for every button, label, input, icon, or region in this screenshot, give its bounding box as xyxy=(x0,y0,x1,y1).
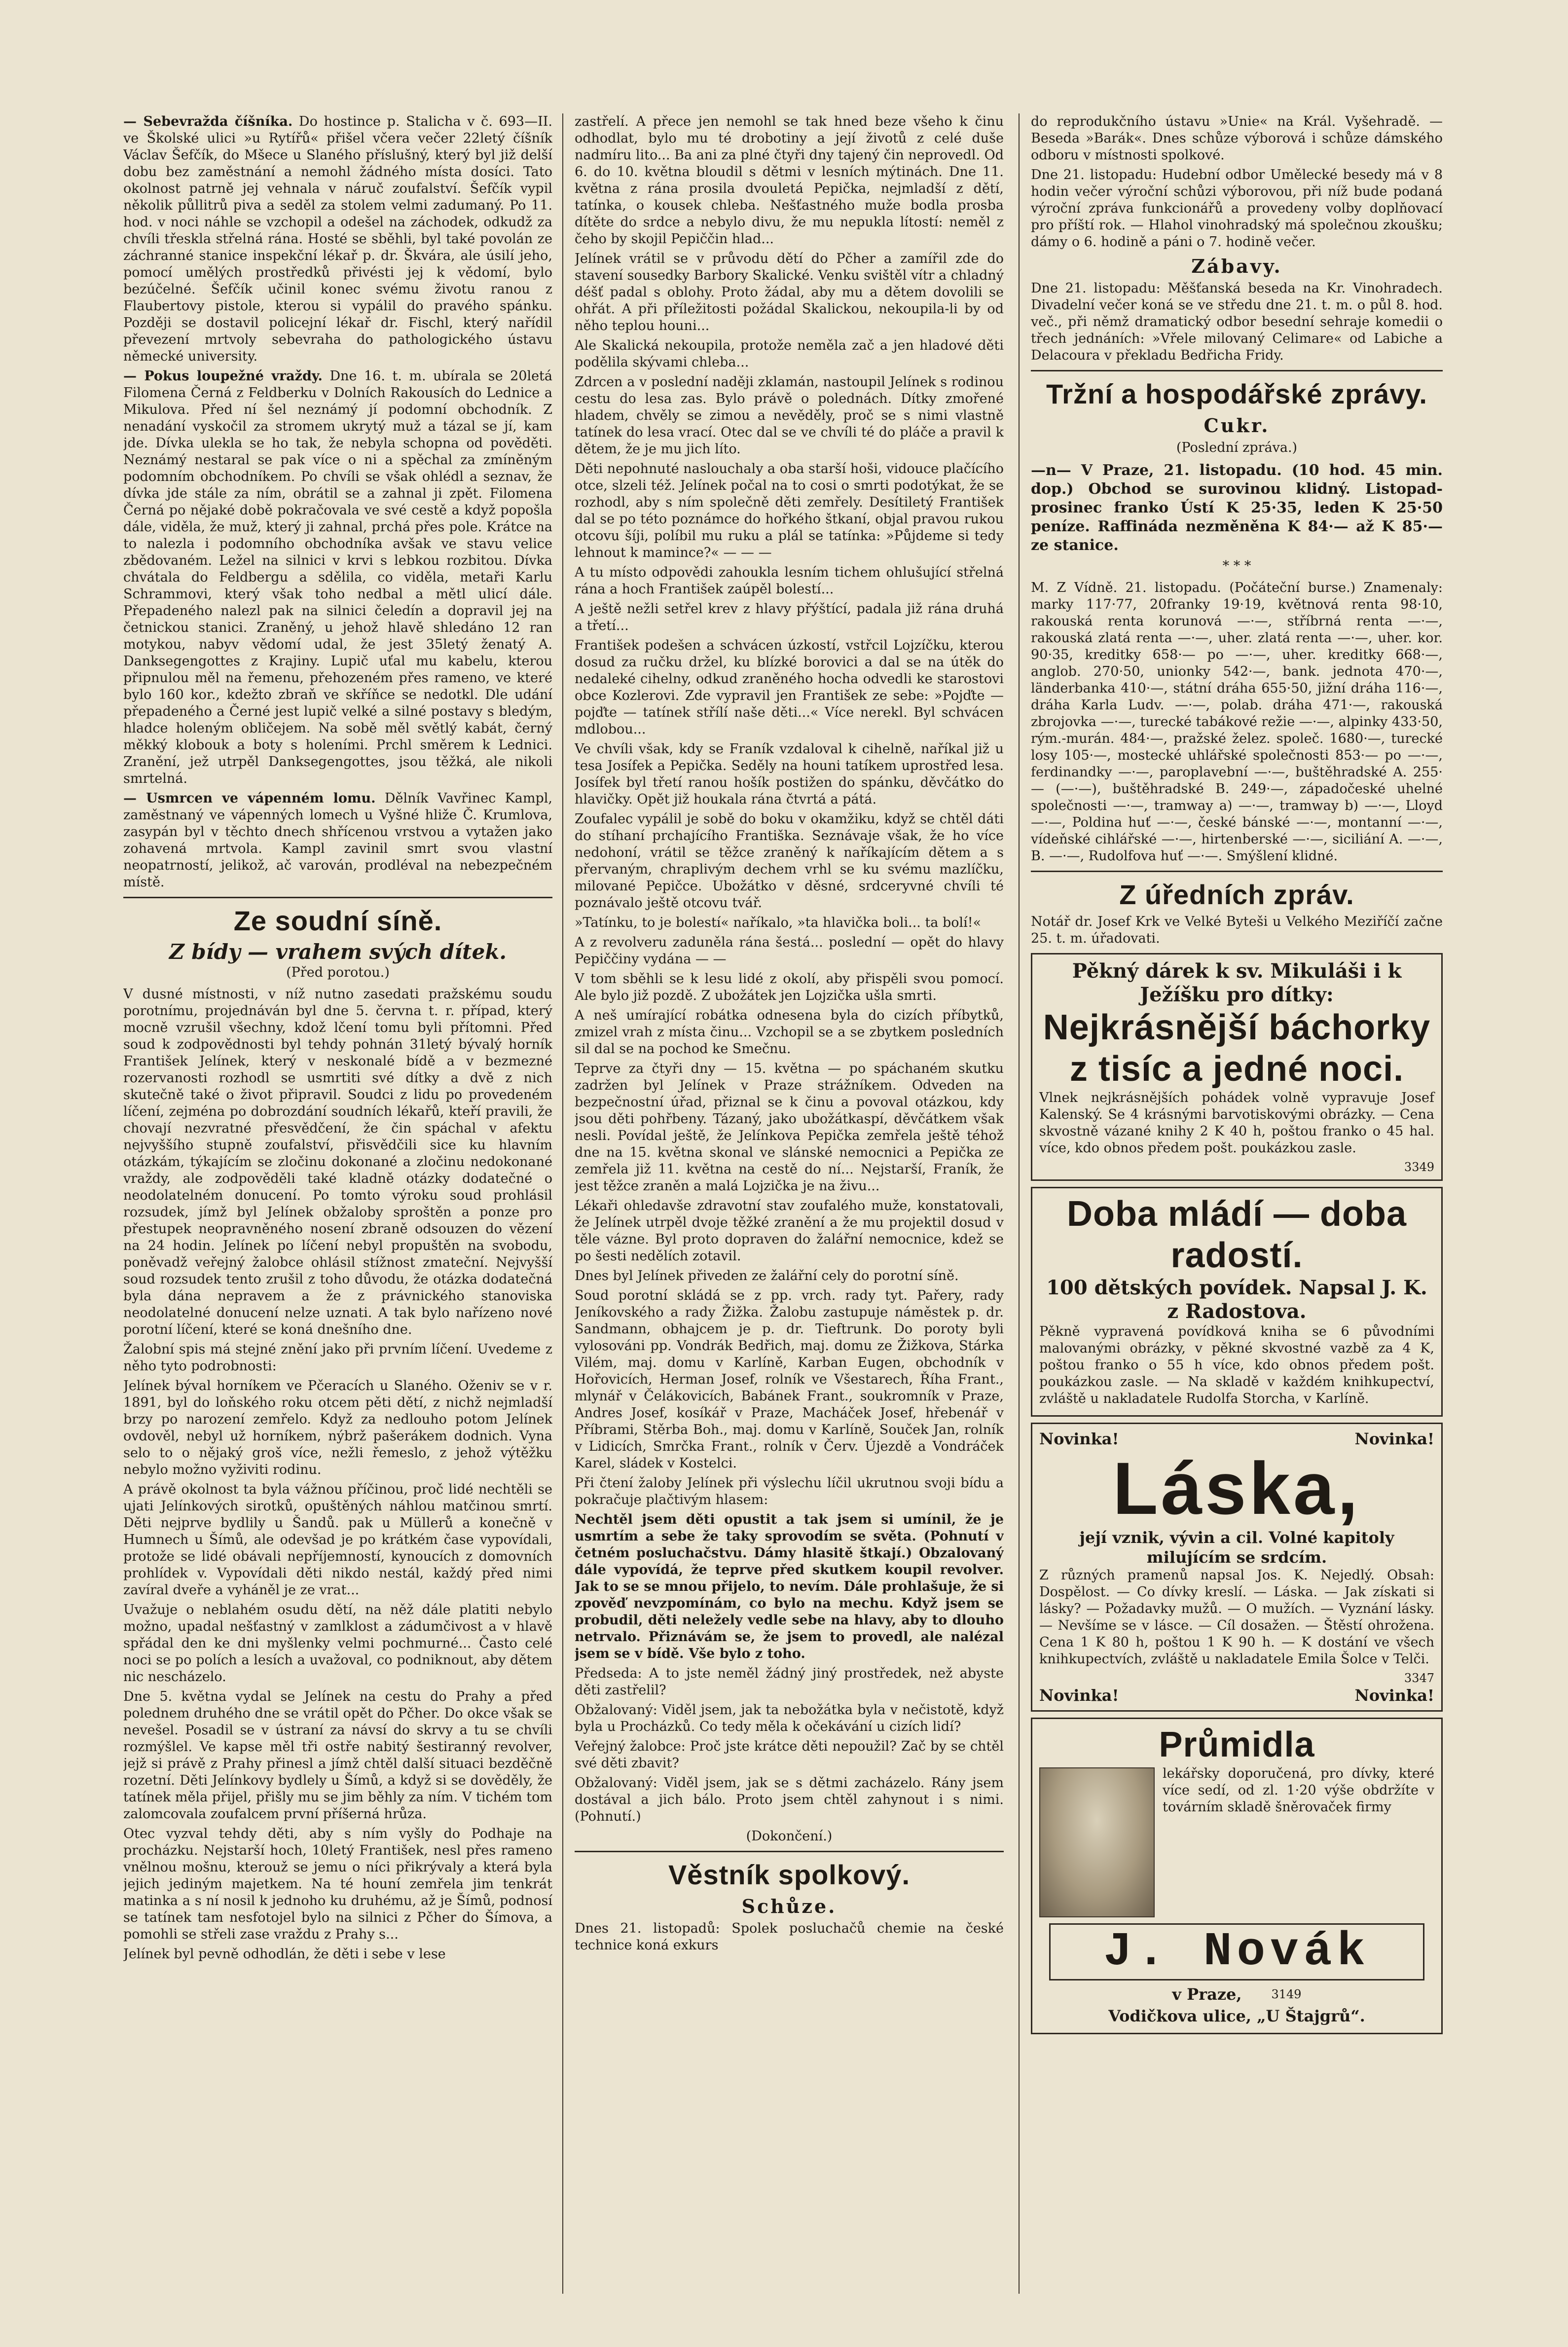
ad-corsets-headline: Průmidla xyxy=(1159,1725,1315,1764)
section-official-heading: Z úředních zpráv. xyxy=(1119,879,1354,910)
ad-childhood-headline: Doba mládí — doba radostí. xyxy=(1066,1194,1407,1275)
ad-childhood-text: Pěkně vypravená povídková kniha se 6 původními malovanými obrázky, v pěkné skvostné vazbě za 4 K, poštou franko o 55 h více, kdo obnos předem pošt. poukázkou zasle. — Na skladě v každém knihkupectví, zvláště u nakladatele Rudolfa Storcha, v Karlíně. xyxy=(1039,1324,1434,1406)
court-paragraph: V tom sběhli se k lesu lidé z okolí, aby přispěli svou pomocí. Ale bylo již pozdě. Z ubožátek jen Lojzička ušla smrti. xyxy=(575,971,1004,1003)
section-divider xyxy=(1031,370,1443,371)
entertainment-paragraph: Dne 21. listopadu: Měšťanská beseda na Kr. Vinohradech. Divadelní večer koná se ve středu dne 21. t. m. o půl 8. hod. več., při němž dramatický odbor besední sehraje komedii o třech jednáních: »Vřele milovaný Celimare« od Labiche a Delacoura v překladu Bedřicha Fridy. xyxy=(1031,281,1443,363)
news-robbery: — Pokus loupežné vraždy. Dne 16. t. m. ubírala se 20letá Filomena Černá z Feldberku v Dolních Rakousích do Lednice a Mikulova. Před ní šel neznámý jí podomní obchodník. Z nenadání vyskočil za stromem ukrytý muž a tázal se jí, kam jde. Dívka ulekla se ho tak, že nebyla schopna od pověděti. Neznámý nestaral se pak více o ni a spěchal za zmíněným podomním obchodníkem. Po chvíli se však ohlédl a seznav, že dívka jde stále za ním, obrátil se a zahnal ji zpět. Filomena Černá po nějaké době pokračovala ve své cestě a když popošla dále, viděla, že muž, který ji zahnal, prchá přes pole. Krátce na to nalezla i podomního obchodníka avšak ve stavu velice zbědovaném. Ležel na silnici v krvi s lebkou rozbitou. Dívka chvátala do Feldbergu a sdělila, co viděla, metaři Karlu Schrammovi, který však toho nedbal a mětl ulicí dále. Přepadeného nalezl pak na silnici čeledín a dopravil jej na četnickou stanici. Zraněný, u jehož hlavě shledáno 12 ran motykou, nabyv vědomí udal, že jest 35letý ženatý A. Danksegengottes z Krajiny. Lupič uťal mu kabelu, kterou připnulou měl na řemenu, přehozeném přes rameno, ve které bylo 160 kor., kdežto zbraň ve skříňce se nedotkl. Dle udání přepadeného a Černé jest lupič velké a silné postavy s bledým, hladce holeným obličejem. Na sobě měl světlý kabát, černý měkký klobouk a boty s holeními. Prchl směrem k Lednici. Zranění, jež utrpěl Danksegengottes, jsou těžká, ale nikoli smrtelná. xyxy=(123,368,552,786)
court-paragraph: Obžalovaný: Viděl jsem, jak ta nebožátka byla v nečistotě, když byla u Procházků. Co tedy měla k očekávání u cizích lidí? xyxy=(575,1702,1004,1734)
ad-love-bottom-row xyxy=(1039,1686,1434,1705)
section-divider xyxy=(123,897,552,898)
ad-number: 3149 xyxy=(1271,1987,1302,2001)
ad-corsets-city: v Praze, xyxy=(1172,1985,1242,2004)
vienna-exchange-report: M. Z Vídně. 21. listopadu. (Počáteční burse.) Znamenaly: marky 117·77, 20franky 19·19, květnová renta 98·10, rakouská renta korunová —·—, stříbrná renta —·—, rakouská zlatá renta —·—, uher. zlatá renta —·—, uher. kor. 90·35, kreditky 658·— po —·—, uher. kreditky 668·—, anglob. 270·50, unionky 542·—, bank. jednota 470·—, länderbanka 410·—, státní dráha 655·50, jižní dráha 116·—, dráha Karla Ludv. —·—, polab. dráha 471·—, rakouská zbrojovka —·—, turecké tabákové režie —·—, alpinky 433·50, rým.-murán. 484·—, pražské želez. společ. 1680·—, turecké losy 105·—, mostecké uhlářské společnosti 853·— po —·—, ferdinandky —·—, paroplavební —·—, buštěhradské A. 255·— (—·—), buštěhradské B. 249·—, západočeské uhelné společnosti —·—, tramway a) —·—, tramway b) —·—, Lloyd —·—, Poldina huť —·—, české bánské —·—, montanní —·—, vídeňské cihlářské —·—, hirtenberské —·—, siciliání A. —·—, B. —·—, Rudolfova huť —·—. Smýšlení klidné. xyxy=(1031,580,1443,864)
ad-number: 3347 xyxy=(1404,1671,1434,1685)
section-clubs-heading: Věstník spolkový. xyxy=(668,1859,911,1890)
court-case-title: Z bídy — vrahem svých dítek. xyxy=(169,940,507,964)
meetings-subheading: Schůze. xyxy=(741,1895,837,1917)
ad-corsets-text: lekářsky doporučená, pro dívky, které více sedí, od zl. 1·20 výše obdržíte v továrním skladě šněrovaček firmy xyxy=(1163,1766,1434,1815)
ad-childhood xyxy=(1031,1187,1443,1417)
novelty-label: Novinka! xyxy=(1354,1686,1434,1705)
court-paragraph: zastřelí. A přece jen nemohl se tak hned beze všeho k činu odhodlat, bylo mu té drobotiny a její životů z celé duše nadmíru lito... Ba ani za plné čtyři dny tajený čin neprovedl. Od 6. do 10. května bloudil s dětmi v lesních mýtinách. Dne 11. května z rána prosila dvouletá Pepička, nejmladší z dětí, tatínka, o kousek chleba. Nešťastného muže bodla prosba dítěte do srdce a nebylo divu, že mu nepukla lítostí: neměl z čeho by skojil Pepiččin hlad... xyxy=(575,114,1004,247)
ad-love-book xyxy=(1031,1423,1443,1712)
sugar-subheading: Cukr. xyxy=(1203,414,1270,437)
court-case-subtitle: (Před porotou.) xyxy=(286,965,390,980)
news-quarry-headline: — Usmrcen ve vápenném lomu. xyxy=(123,791,376,806)
ad-love-text: Z různých pramenů napsal Jos. K. Nejedlý. Obsah: Dospělost. — Co dívky kreslí. — Láska. — Jak získati si lásky? — Požadavky mužů. — O mužích. — Vyznání lásky. — Nevšíme se v lásce. — Cíl dosažen. — Štěstí ohrožena. Cena 1 K 80 h, poštou 1 K 90 h. — K dostání ve všech knihkupectvích, zvláště u nakladatele Emila Šolce v Telči. xyxy=(1039,1568,1434,1667)
court-paragraph: A tu místo odpovědi zahoukla lesním tichem ohlušující střelná rána a hoch František zaúpěl bolestí... xyxy=(575,565,1004,597)
court-paragraph: Teprve za čtyři dny — 15. května — po spáchaném skutku zadržen byl Jelínek v Praze strážníkem. Odveden na bezpečnostní úřad, přiznal se k činu a povoval otázkou, kdy jsou děti pohřbeny. Tázaný, jako ubožátkaspí, děvčátkem však nesli. Povídal ještě, že Jelínkova Pepička zemřela ještě téhož dne na 15. května skonal ve slánské nemocnici a Pepička ze zemřela již 11. května na cestě do ní... Nejstarší, Franík, že jest těžce zraněn a malá Lojzička je na živu... xyxy=(575,1061,1004,1194)
ad-fairy-tales xyxy=(1031,953,1443,1181)
court-paragraph: A neš umírající robátka odnesena byla do cizích příbytků, zmizel vrah z místa činu... Vzchopil se a se zbytkem posledních sil dal se na pochod ke Smečnu. xyxy=(575,1008,1004,1057)
ad-corsets xyxy=(1031,1718,1443,2034)
column-2 xyxy=(575,113,1004,2294)
ad-love-top-row xyxy=(1039,1429,1434,1449)
official-notice: Notář dr. Josef Krk ve Velké Byteši u Velkého Meziříčí začne 25. t. m. úřadovati. xyxy=(1031,914,1443,946)
court-paragraph: Jelínek býval horníkem ve Pčeracích u Slaného. Oženiv se v r. 1891, byl do loňského roku otcem pěti dětí, z nichž nejmladší brzy po narození zemřelo. Když za nedlouho potom Jelínek ovdověl, nebyl už horníkem, nýbrž pašerákem dodnich. Vyna selo to o nějaký groš více, nežli řemeslo, z jehož výtěžku nebylo možno vyživiti rodinu. xyxy=(123,1378,552,1477)
ad-number: 3349 xyxy=(1404,1160,1434,1174)
court-paragraph: Dne 5. května vydal se Jelínek na cestu do Prahy a před polednem druhého dne se vrátil opět do Pčher. Do okce však se nevešel. Posadil se v ústraní za návsí do skrvy a tu se chvíli rozmýšlel. Ve kapse měl tři ostře nabitý šestiranný revolver, jejž si právě z Prahy přinesl a jímž chtěl další situaci bezděčně rozetní. Děti Jelínkovy bydlely u Šímů, a když si se dověděly, že tatínek měla přijel, přišly mu se jim běhly za ním. V tichém tom zalomcovala zoufalcem první příšerná hrůza. xyxy=(123,1689,552,1822)
ad-corsets-brand: J. Novák xyxy=(1049,1923,1424,1980)
news-quarry: — Usmrcen ve vápenném lomu. Dělník Vavřinec Kampl, zaměstnaný ve vápenných lomech u Vyšné hliže Č. Krumlova, zasypán byl v těchto dnech shřícenou vrstvou a vytažen jako zohavená mrtvola. Kampl zavinil smrt svou vlastní neopatrností, jelikož, ač varován, prodléval na nebezpečném místě. xyxy=(123,791,552,890)
section-divider xyxy=(575,1851,1004,1852)
court-paragraph: Soud porotní skládá se z pp. vrch. rady tyt. Pařery, rady Jeníkovského a rady Žižka. Žalobu zastupuje náměstek p. dr. Sandmann, obhajcem je p. dr. Tieftrunk. Do poroty byli vylosováni pp. Vondrák Bedřich, maj. domu ze Žižkova, Stárka Vilém, maj. domu v Karlíně, Karban Eugen, obchodník v Hořovicích, Herman Josef, rolník ve Všestarech, Říha Frant., mlynář v Čelákovicích, Babánek Frant., soukromník v Praze, Andres Josef, kosíkář v Praze, Macháček Josef, hřebenář v Příbrami, Stěrba Boh., maj. domu v Karlíně, Souček Jan, rolník v Lidicích, Smrčka Frant., rolník v Červ. Újezdě a Vondráček Karel, sládek v Kostelci. xyxy=(575,1288,1004,1471)
court-paragraph: Veřejný žalobce: Proč jste krátce děti nepoužil? Zač by se chtěl své děti zbavit? xyxy=(575,1739,1004,1771)
novelty-label: Novinka! xyxy=(1354,1430,1434,1448)
court-paragraph: Zoufalec vypálil je sobě do boku v okamžiku, když se chtěl dáti do stíhaní prchajícího Františka. Seznávaje však, že ho více nedohoní, vrátil se těžce zraněný k naříkajícím dětem a s přervaným, chraplivým dechem vrhl se ku svému mazlíčku, milované Pepičce. Ubožátko v děsné, srdceryvné chvíli té poznávalo ještě otcovu tvář. xyxy=(575,811,1004,911)
court-paragraph: A právě okolnost ta byla vážnou příčinou, proč lidé nechtěli se ujati Jelínkových sirotků, opuštěných náhlou matčinou smrtí. Děti nejprve bydlily u Šandů. pak u Müllerů a konečně v Humnech u Šímů, ale odevšad je po krátkém čase vypovídali, protože se lidé obávali nepříjemností, kynoucích z domovních prohlídek v. Vypovídali děti nikdo nestál, každý před nimi zavíral dveře a vyháněl je ze vrat... xyxy=(123,1482,552,1598)
ad-childhood-title: 100 dětských povídek. Napsal J. K. z Radostova. xyxy=(1046,1276,1427,1323)
section-court-heading: Ze soudní síně. xyxy=(233,905,442,936)
entertainment-subheading: Zábavy. xyxy=(1191,255,1282,277)
meetings-paragraph: Dne 21. listopadu: Hudební odbor Umělecké besedy má v 8 hodin večer výroční schůzi výborovou, při níž bude podaná výroční zpráva funkcionářů a provedeny volby doplňovací pro příští rok. — Hlahol vinohradský má společnou zkoušku; dámy o 6. hodině a páni o 7. hodině večer. xyxy=(1031,167,1443,250)
court-paragraph: V dusné místnosti, v níž nutno zasedati pražskému soudu porotnímu, projednáván byl dne 5. června t. r. případ, který mocně vzrušil všechny, kdož lčení tomu byli přítomni. Před soud k zodpovědnosti byl tehdy pohnán 31letý bývalý horník František Jelínek, který v neskonalé bídě a v bezmezné rozervanosti rozhodl se usmrtiti své dítky a dvě z nich skutečně také o život připravil. Soudci z lidu po provedeném líčení, zejména po dobrozdání soudních lékařů, kteří pravili, že chovají nezvratné přesvědčení, že čin spáchal v afektu nejvyššího stupně zoufalství, přisvědčili sice ku hlavním otázkám, týkajícím se zločinu dokonané a zločinu nedokonané vraždy, ale zodpověděli také kladně otázky dodatečné o neodolatelném donucení. Po tomto výroku soud prohlásil rozsudek, jímž byl Jelínek obžaloby sproštěn a ponze pro přestupek neopravněného nosení zbraně odsouzen do vězení na 24 hodin. Jelínek po líčení nebyl propuštěn na svobodu, poněvadž veřejný žalobce ohlásil stížnost zmateční. Nejvyšší soud rozsudek tento zrušil z toho důvodu, že otázka dodatečná byla dána nepravem a že z právnického stanoviska neodolatelné donucení nelze uznati. A tak bylo nařízeno nové porotní líčení, které se koná dnešního dne. xyxy=(123,987,552,1337)
ad-love-headline: Láska, xyxy=(1113,1447,1361,1530)
novelty-label: Novinka! xyxy=(1039,1430,1119,1448)
ad-fairy-tales-text: Vlnek nejkrásnějších pohádek volně vypravuje Josef Kalenský. Se 4 krásnými barvotiskovými obrázky. — Cena skvostně vázané knihy 2 K 40 h, poštou franko o 45 hal. více, kdo obnos předem pošt. poukázkou zasle. xyxy=(1039,1090,1434,1156)
sugar-report: —n— V Praze, 21. listopadu. (10 hod. 45 min. dop.) Obchod se surovinou klidný. Listopad-prosinec franko Ústí K 25·35, leden K 25·50 peníze. Raffináda nezměněna K 84·— až K 85·— ze stanice. xyxy=(1031,462,1443,554)
court-paragraph: František podešen a schvácen úzkostí, vstřcil Lojzíčku, kterou dosud za ručku držel, ku blízké borovici a dal se na útěk do nedaleké cihelny, odkud zraněného hocha odvedli ke starostovi obce Kozlerovi. Zde vypravil jen František ze sebe: »Pojďte — pojďte — tatínek střílí naše děti...« Více nerekl. Byl schvácen mdlobou... xyxy=(575,638,1004,737)
column-3 xyxy=(1031,113,1443,2294)
court-paragraph: Jelínek vrátil se v průvodu dětí do Pčher a zamířil zde do stavení sousedky Barbory Skalické. Venku svištěl vítr a chladný déšť padal s oblohy. Proto žádal, aby mu a dětem dovolili se ohřát. A při příležitosti požádal Skalickou, nekoupila-li by od něho teplou houni... xyxy=(575,251,1004,333)
novelty-label: Novinka! xyxy=(1039,1686,1119,1705)
court-paragraph: »Tatínku, to je bolestí« naříkalo, »ta hlavička boli... ta bolí!« xyxy=(575,915,982,930)
ad-corsets-street: Vodičkova ulice, „U Štajgrů“. xyxy=(1108,2007,1365,2025)
section-market-heading: Tržní a hospodářské zprávy. xyxy=(1046,378,1427,409)
court-paragraph: A ještě nežli setřel krev z hlavy přýštící, padala již rána druhá a třetí... xyxy=(575,601,1004,633)
court-paragraph: Předseda: A to jste neměl žádný jiný prostředek, než abyste děti zastřelil? xyxy=(575,1666,1004,1698)
ad-fairy-tales-headline-2: z tisíc a jedné noci. xyxy=(1069,1049,1404,1089)
court-paragraph: Ale Skalická nekoupila, protože neměla zač a jen hladové děti podělila skývami chleba... xyxy=(575,338,1004,370)
court-paragraph: Obžalovaný: Viděl jsem, jak se s dětmi zacházelo. Rány jsem dostával a jich bálo. Proto jsem chtěl zahynout i s nimi. (Pohnutí.) xyxy=(575,1775,1004,1824)
section-divider xyxy=(1031,871,1443,872)
sugar-subnote: (Poslední zpráva.) xyxy=(1176,440,1298,455)
meetings-paragraph: Dnes 21. listopadů: Spolek posluchačů chemie na české technice koná exkurs xyxy=(575,1921,1004,1953)
column-rule-left xyxy=(562,113,563,2294)
ad-corsets-address-row xyxy=(1039,1984,1434,2004)
news-suicide-headline: — Sebevražda číšníka. xyxy=(123,114,293,129)
court-paragraph: Otec vyzval tehdy děti, aby s ním vyšly do Podhaje na procházku. Nejstarší hoch, 10letý František, nesl přes rameno vnělnou mošnu, kterouž se jemu o níci přikrývaly a která byla jejich jediným majetkem. Na té houní zemřela jim tenkrát matinka a s ní nosil k jednoho ku druhému, až je Šímů, podnosí se tatínek tam nesfotojel bylo na silnici z Pčher do Šímova, a pomohli se střeli zase vraždu z Prahy s... xyxy=(123,1826,552,1942)
court-paragraph: Jelínek byl pevně odhodlán, že děti i sebe v lese xyxy=(123,1946,446,1962)
news-suicide: — Sebevražda číšníka. Do hostince p. Stalicha v č. 693—II. ve Školské ulici »u Rytířů« přišel včera večer 22letý číšník Václav Šefčík, do Mšece u Slaného příslušný, který byl již delší dobu bez zaměstnání a nemohl žádného místa dosíci. Tato okolnost patrně jej vehnala v náruč zoufalství. Šefčík vypil několik půllitrů piva a seděl za stolem velmi zadumaný. Po 11. hod. v noci náhle se vzchopil a odešel na záchodek, odkudž za chvíli třeskla střelná rána. Hosté se sběhli, byl také povolán ze záchranné stanice inspekční lékař p. dr. Škvára, ale úsilí jeho, pomocí umělých prostředků přivésti jej k vědomí, bylo bezúčelné. Šefčík učinil konec svému životu ranou z Flaubertovy pistole, kterou si vypálil do pravého spánku. Později se dostavil policejní lékař dr. Fischl, který nařídil převezení mrtvoly sebevraha do pathologického ústavu německé university. xyxy=(123,114,552,364)
continuation-note: (Dokončení.) xyxy=(746,1829,833,1844)
court-paragraph: A z revolveru zaduněla rána šestá... poslední — opět do hlavy Pepiččiny vydána — — xyxy=(575,935,1004,967)
court-paragraph: Žalobní spis má stejné znění jako při prvním líčení. Uvedeme z něho tyto podrobnosti: xyxy=(123,1342,552,1374)
ad-fairy-tales-title: Pěkný dárek k sv. Mikuláši i k Ježíšku pro dítky: xyxy=(1072,959,1402,1006)
court-paragraph: Dnes byl Jelínek přiveden ze žalářní cely do porotní síně. xyxy=(575,1268,959,1284)
separator-stars: * * * xyxy=(1222,558,1251,574)
corset-figure-illustration xyxy=(1039,1767,1155,1917)
column-rule-right xyxy=(1019,113,1020,2294)
court-paragraph: Uvažuje o neblahém osudu dětí, na něž dále platiti nebylo možno, upadal nešťastný v zamlklost a zádumčivost a v hlavě spřádal den ke dni myšlenky velmi pochmurné... Často celé noci se po polích a lesích a uvažoval, co podniknout, aby dětem nic nescházelo. xyxy=(123,1602,552,1685)
court-paragraph: Nechtěl jsem děti opustit a tak jsem si umínil, že je usmrtím a sebe že taky sprovodím se světa. (Pohnutí v četném posluchačstvu. Dámy hlasitě štkají.) Obzalovaný dále vypovídá, že teprve před skutkem koupil revolver. Jak to se se mnou přijelo, to nevím. Dále prohlašuje, že si zpověď nevzpomínám, co bylo na mechu. Když jsem se probudil, děti neležely vedle sebe na hlavy, aby to dlouho netrvalo. Přiznávám se, že jsem to provedl, ale nalézal jsem se v bídě. Vše bylo z toho. xyxy=(575,1512,1004,1661)
court-paragraph: Při čtení žaloby Jelínek při výslechu líčil ukrutnou svoji bídu a pokračuje plačtivým hlasem: xyxy=(575,1475,1004,1507)
column-1 xyxy=(123,113,552,2294)
court-paragraph: Děti nepohnuté naslouchaly a oba starší hoši, vidouce plačícího otce, slzeli též. Jelínek počal na to cosi o smrti podotýkat, že se rozhodl, aby s ním společně děti zemřely. Desítiletý František dal se po této poznámce do hořkého štkaní, objal pravou rukou otcovu šíji, políbil mu ruku a plál se tatínka: »Půjdeme si tedy lehnout k mamince?« — — — xyxy=(575,461,1004,560)
court-paragraph: Zdrcen a v poslední naději zklamán, nastoupil Jelínek s rodinou cestu do lesa zas. Bylo právě o polednách. Dítky zmořené hladem, chvěly se zimou a nevěděly, proč se s nimi vlastně tatínek do lesa vrací. Otec dal se ve chvíli té do pláče a pravil k dětem, že je mu jich líto. xyxy=(575,374,1004,457)
news-robbery-headline: — Pokus loupežné vraždy. xyxy=(123,368,323,384)
court-paragraph: Lékaři ohledavše zdravotní stav zoufalého muže, konstatovali, že Jelínek utrpěl dvoje těžké zranění a že mu projektil dosud v těle vázne. Byl proto dopraven do žalářní nemocnice, kdež se po šesti nedělích zotavil. xyxy=(575,1198,1004,1264)
meetings-paragraph: do reprodukčního ústavu »Unie« na Král. Vyšehradě. — Beseda »Barák«. Dnes schůze výborová i schůze dámského odboru v místnosti spolkové. xyxy=(1031,114,1443,163)
court-paragraph: Ve chvíli však, kdy se Franík vzdaloval k cihelně, naříkal již u tesa Josífek a Pepička. Seděly na houni tatíkem uprostřed lesa. Josífek byl třetí ranou hošík postižen do spánku, děvčátko do hlavičky. Opět již houkala rána čtvrtá a pátá. xyxy=(575,741,1004,807)
ad-fairy-tales-headline: Nejkrásnější báchorky xyxy=(1043,1008,1431,1047)
ad-love-title: její vznik, vývin a cil. Volné kapitoly milujícím se srdcím. xyxy=(1079,1528,1394,1567)
